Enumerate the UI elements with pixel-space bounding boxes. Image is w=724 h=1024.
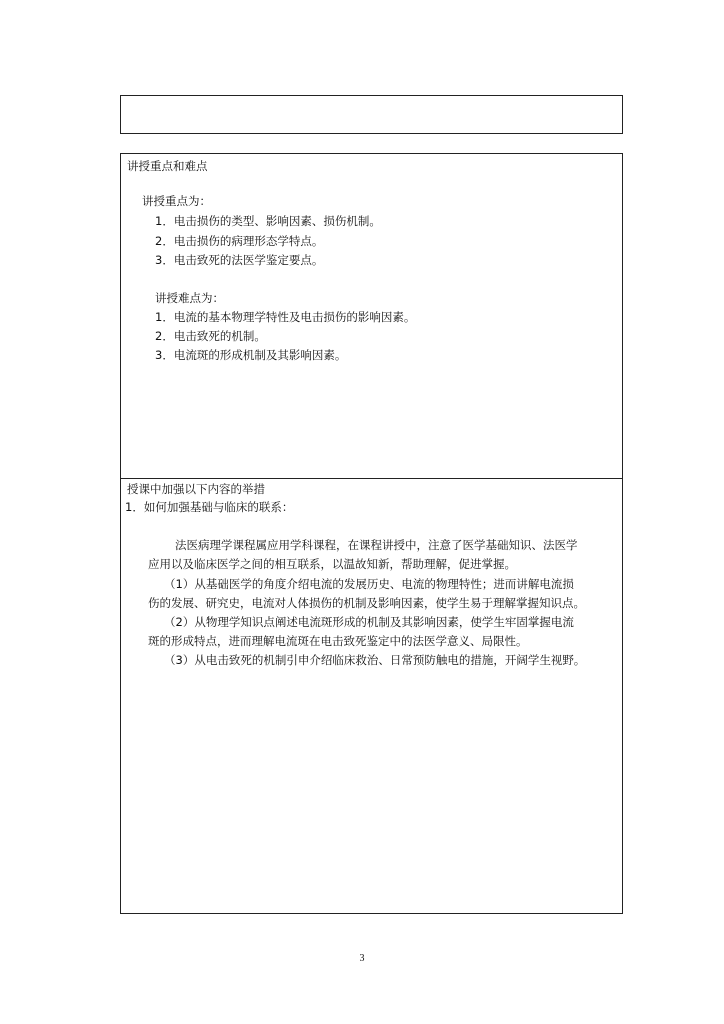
paragraph-line: 应用以及临床医学之间的相互联系，以温故知新，帮助理解，促进掌握。: [148, 557, 516, 571]
paragraph-line: 法医病理学课程属应用学科课程，在课程讲授中，注意了医学基础知识、法医学: [175, 538, 578, 552]
paragraph-line: （1）从基础医学的角度介绍电流的发展历史、电流的物理特性；进而讲解电流损: [164, 577, 574, 591]
section1-heading: 讲授重点和难点: [127, 159, 208, 173]
paragraph-line: 斑的形成特点，进而理解电流斑在电击致死鉴定中的法医学意义、局限性。: [148, 634, 528, 648]
paragraph-line: （3）从电击致死的机制引申介绍临床救治、日常预防触电的措施，开阔学生视野。: [164, 653, 586, 667]
difficult-points-title: 讲授难点为：: [155, 291, 224, 305]
section2-heading: 授课中加强以下内容的举措: [127, 482, 265, 496]
paragraph-line: （2）从物理学知识点阐述电流斑形成的机制及其影响因素，使学生牢固掌握电流: [164, 615, 574, 629]
difficult-point-item: 3．电流斑的形成机制及其影响因素。: [155, 348, 347, 362]
section-divider: [121, 478, 622, 479]
key-point-item: 1．电击损伤的类型、影响因素、损伤机制。: [155, 214, 381, 228]
key-point-item: 2．电击损伤的病理形态学特点。: [155, 234, 324, 248]
key-point-item: 3．电击致死的法医学鉴定要点。: [155, 253, 324, 267]
page-number: 3: [359, 953, 365, 964]
header-blank-box: [120, 95, 623, 134]
difficult-point-item: 2．电击致死的机制。: [155, 329, 266, 343]
content-table: [120, 153, 623, 914]
difficult-point-item: 1．电流的基本物理学特性及电击损伤的影响因素。: [155, 310, 416, 324]
paragraph-line: 伤的发展、研究史，电流对人体损伤的机制及影响因素，使学生易于理解掌握知识点。: [148, 596, 585, 610]
section2-item1-title: 1．如何加强基础与临床的联系：: [125, 500, 294, 514]
key-points-title: 讲授重点为：: [142, 194, 211, 208]
